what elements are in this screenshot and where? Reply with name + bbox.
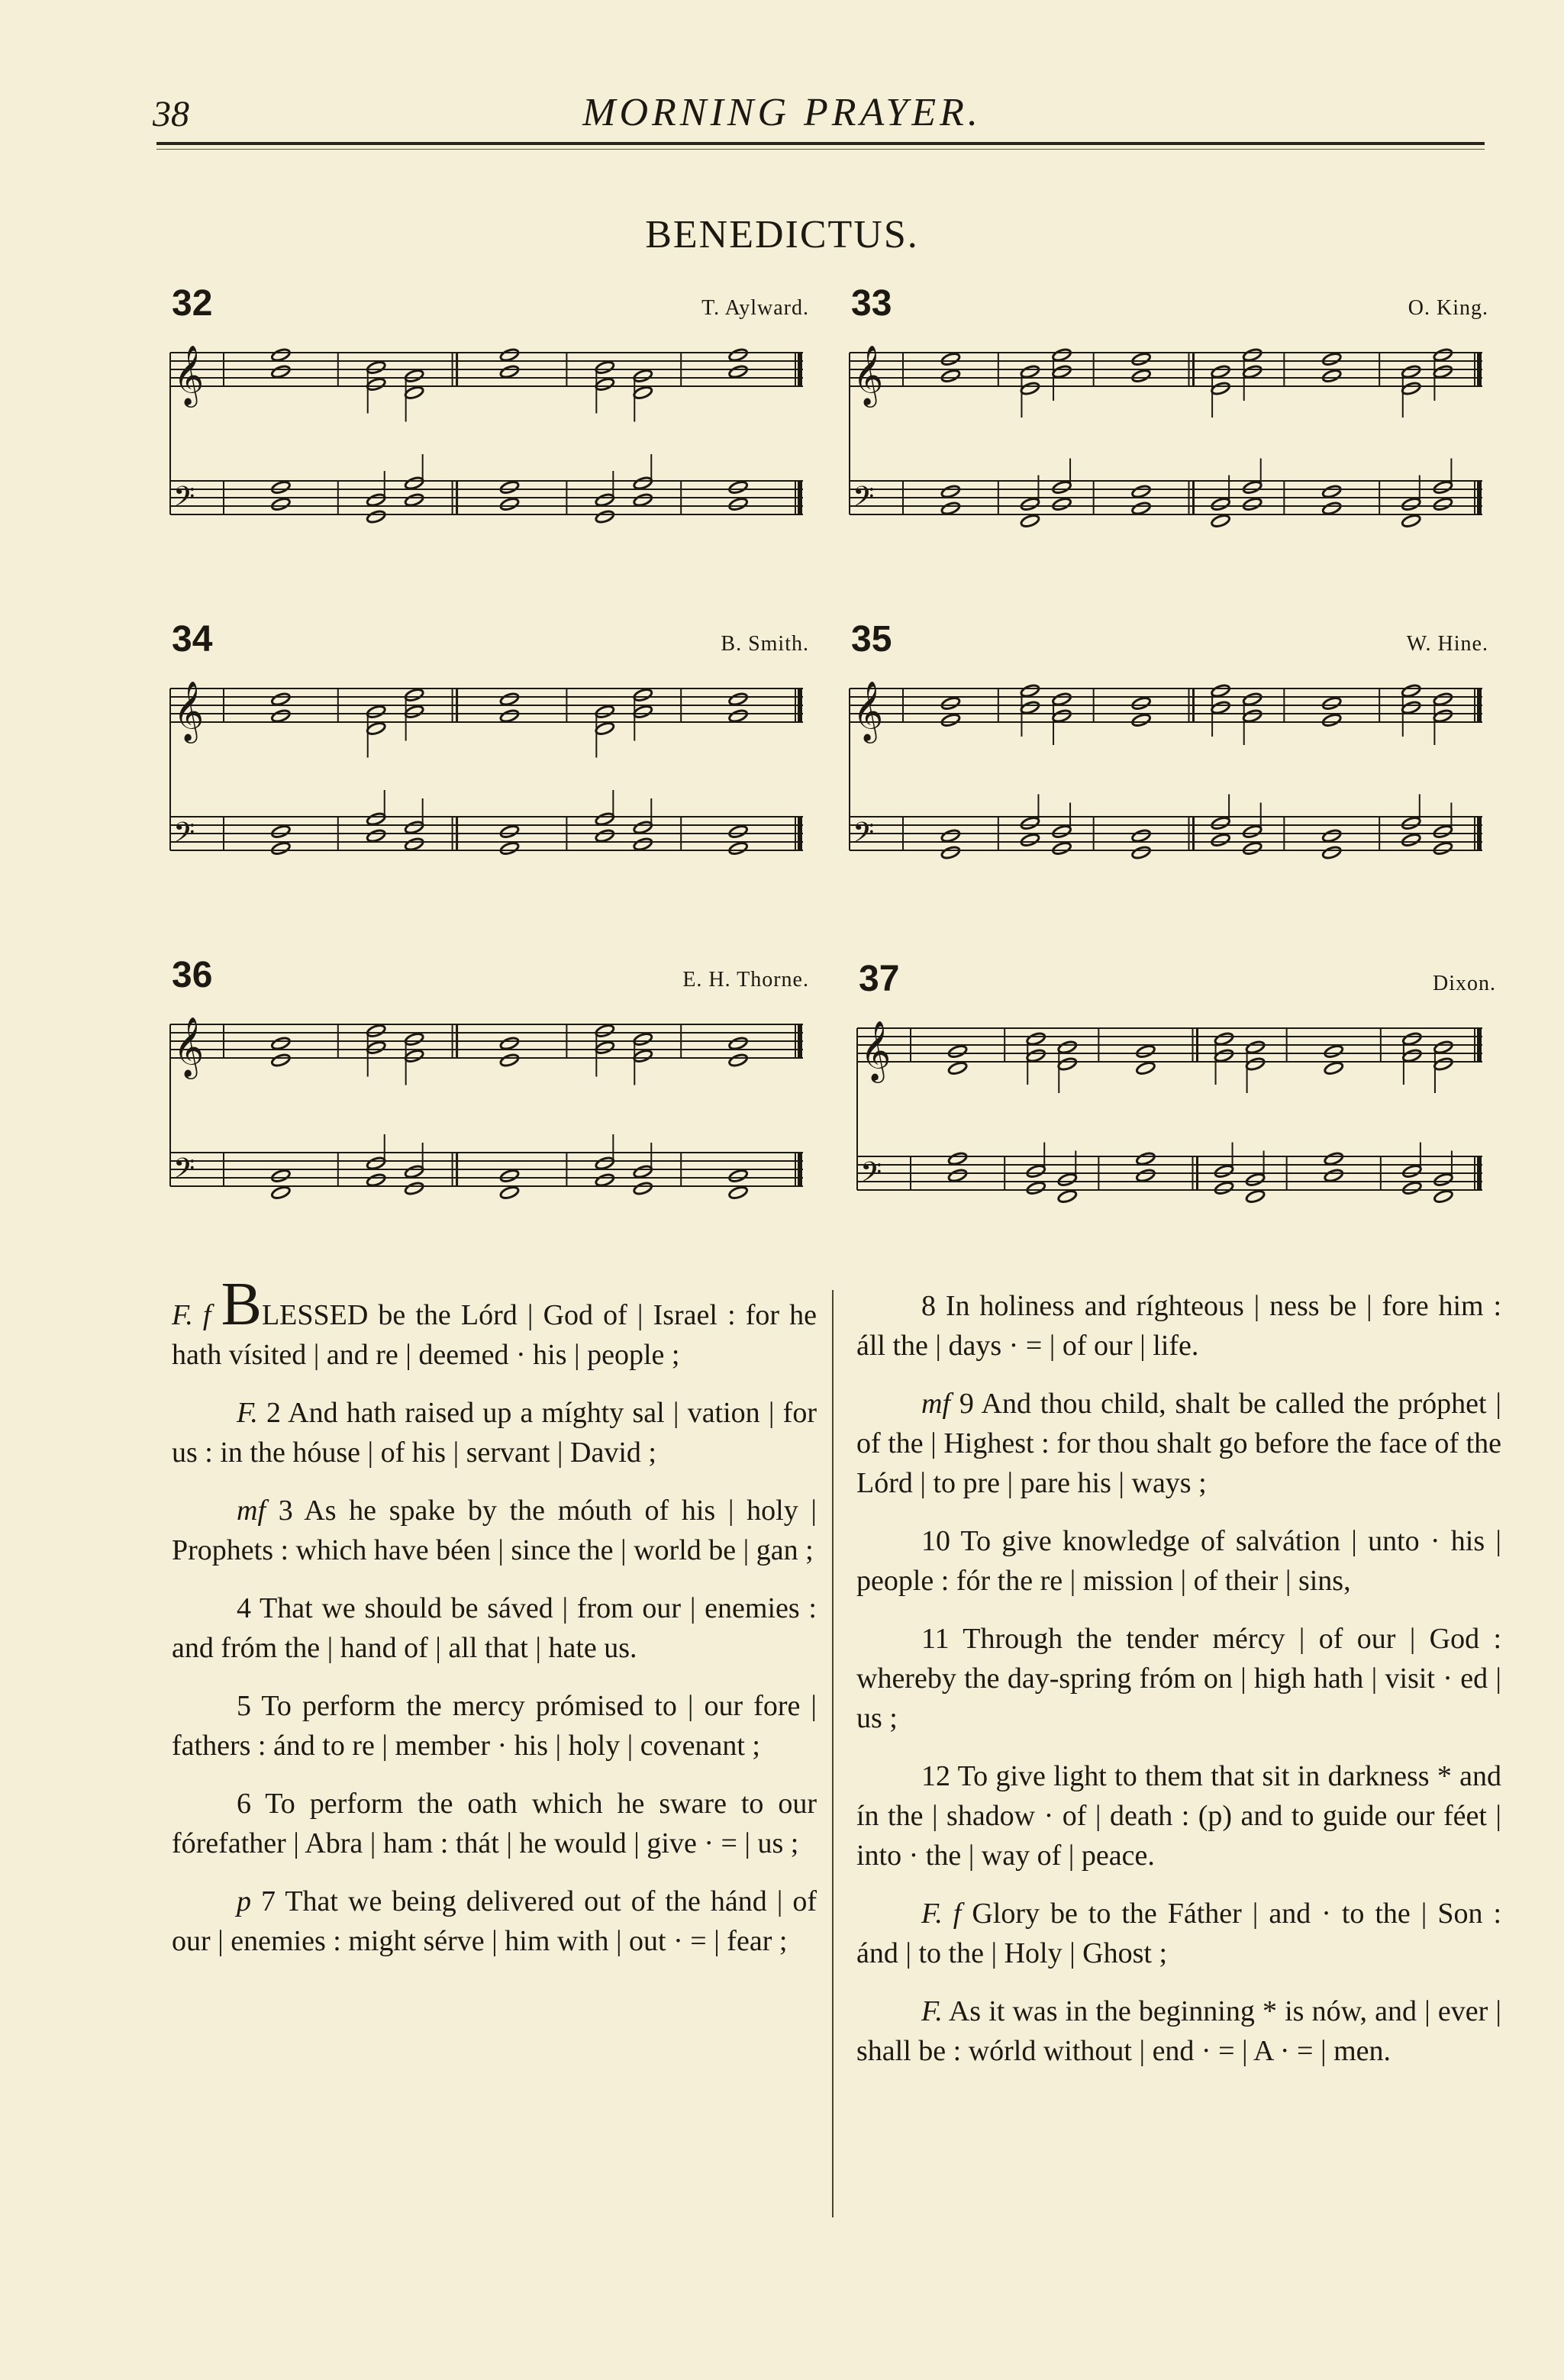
chant-37 bbox=[851, 958, 1496, 1256]
svg-text:𝄢: 𝄢 bbox=[173, 1153, 195, 1192]
chant-composer: E. H. Thorne. bbox=[682, 968, 809, 992]
chant-32 bbox=[164, 282, 809, 580]
verse-text: 6 To perform the oath which he sware to our fórefather | Abra | ham : thát | he would | give · = | us ; bbox=[172, 1788, 817, 1859]
chant-34 bbox=[164, 618, 809, 916]
header-rule bbox=[156, 142, 1485, 145]
dynamic-mark: F. f bbox=[172, 1299, 211, 1331]
verse-text: 7 That we being delivered out of the hánd | of our | enemies : might sérve | him with | out · = | fear ; bbox=[172, 1885, 817, 1957]
chant-35 bbox=[843, 618, 1488, 916]
verse-paragraph bbox=[856, 1286, 1501, 1366]
verse-paragraph bbox=[856, 1991, 1501, 2071]
verse-paragraph bbox=[856, 1619, 1501, 1738]
verses-left-column bbox=[172, 1271, 817, 1979]
verse-paragraph bbox=[856, 1521, 1501, 1601]
chant-33 bbox=[843, 282, 1488, 580]
chant-composer: W. Hine. bbox=[1406, 632, 1488, 656]
running-title: MORNING PRAYER. bbox=[582, 91, 982, 134]
chant-music-score bbox=[164, 672, 809, 901]
verse-paragraph bbox=[856, 1894, 1501, 1973]
svg-text:𝄢: 𝄢 bbox=[853, 481, 875, 520]
verse-paragraph bbox=[172, 1784, 817, 1863]
chant-music-score bbox=[851, 1011, 1488, 1240]
chant-number: 32 bbox=[172, 283, 213, 324]
svg-text:𝄢: 𝄢 bbox=[853, 817, 875, 856]
verse-paragraph bbox=[172, 1271, 817, 1375]
verse-text: 2 And hath raised up a míghty sal | vation | for us : in the hóuse | of his | servant | David ; bbox=[172, 1397, 817, 1469]
chant-composer: T. Aylward. bbox=[701, 296, 809, 320]
column-divider bbox=[832, 1290, 834, 2217]
svg-text:𝄞: 𝄞 bbox=[860, 1021, 892, 1081]
svg-text:𝄢: 𝄢 bbox=[173, 481, 195, 520]
verse-text: 3 As he spake by the móuth of his | holy | Prophets : which have béen | since the | world be | gan ; bbox=[172, 1495, 817, 1566]
page-number: 38 bbox=[153, 94, 189, 134]
verse-text: 11 Through the tender mércy | of our | God : whereby the day-spring fróm on | high hath | visit · ed | us ; bbox=[856, 1623, 1501, 1734]
dynamic-mark: F. bbox=[237, 1397, 258, 1429]
dynamic-mark: mf bbox=[921, 1388, 950, 1420]
svg-text:𝄞: 𝄞 bbox=[853, 681, 884, 741]
chant-composer: O. King. bbox=[1408, 296, 1488, 320]
verse-paragraph bbox=[172, 1686, 817, 1766]
svg-text:𝄢: 𝄢 bbox=[173, 817, 195, 856]
svg-text:𝄞: 𝄞 bbox=[173, 681, 205, 741]
chant-number: 35 bbox=[851, 619, 892, 659]
chant-number: 37 bbox=[859, 959, 900, 999]
verse-paragraph bbox=[172, 1491, 817, 1570]
chant-music-score bbox=[843, 336, 1488, 565]
verse-paragraph bbox=[856, 1756, 1501, 1875]
chant-music-score bbox=[843, 672, 1488, 901]
verses-right-column bbox=[856, 1286, 1501, 2089]
verse-text: As it was in the beginning * is nów, and | ever | shall be : wórld without | end · = | A · = | men. bbox=[856, 1995, 1501, 2067]
verse-paragraph bbox=[172, 1393, 817, 1472]
verse-text: Glory be to the Fáther | and · to the | Son : ánd | to the | Holy | Ghost ; bbox=[856, 1898, 1502, 1969]
dynamic-mark: F. f bbox=[921, 1898, 962, 1930]
dynamic-mark: F. bbox=[921, 1995, 943, 2027]
drop-initial: B bbox=[221, 1271, 262, 1338]
svg-text:𝄞: 𝄞 bbox=[173, 345, 205, 405]
verse-paragraph bbox=[172, 1588, 817, 1668]
svg-text:𝄞: 𝄞 bbox=[173, 1017, 205, 1077]
dynamic-mark: p bbox=[237, 1885, 251, 1917]
header-rule-thin bbox=[156, 149, 1485, 150]
verse-text: LESSED be the Lórd | God of | Israel : for he hath vísited | and re | deemed · his | people ; bbox=[172, 1299, 817, 1371]
verse-text: 8 In holiness and ríghteous | ness be | fore him : áll the | days · = | of our | life. bbox=[856, 1290, 1501, 1362]
verse-paragraph bbox=[172, 1882, 817, 1961]
chant-number: 33 bbox=[851, 283, 892, 324]
chant-composer: Dixon. bbox=[1433, 972, 1496, 995]
chant-music-score bbox=[164, 1008, 809, 1237]
svg-text:𝄢: 𝄢 bbox=[860, 1156, 882, 1195]
chant-composer: B. Smith. bbox=[721, 632, 809, 656]
verse-text: 12 To give light to them that sit in darkness * and ín the | shadow · of | death : (p) and to guide our féet | into · the | way of | peace. bbox=[856, 1760, 1501, 1872]
chant-number: 34 bbox=[172, 619, 213, 659]
verse-text: 10 To give knowledge of salvátion | unto · his | people : fór the re | mission | of their | sins, bbox=[856, 1525, 1501, 1597]
verse-text: 5 To perform the mercy prómised to | our fore | fathers : ánd to re | member · his | holy | covenant ; bbox=[172, 1690, 817, 1762]
svg-text:𝄞: 𝄞 bbox=[853, 345, 884, 405]
dynamic-mark: mf bbox=[237, 1495, 266, 1527]
chant-number: 36 bbox=[172, 955, 213, 995]
chant-36 bbox=[164, 954, 809, 1252]
verse-text: 4 That we should be sáved | from our | enemies : and fróm the | hand of | all that | hate us. bbox=[172, 1592, 817, 1664]
verse-paragraph bbox=[856, 1384, 1501, 1503]
verse-text: 9 And thou child, shalt be called the próphet | of the | Highest : for thou shalt go before the face of the Lórd | to pre | pare his | ways ; bbox=[856, 1388, 1502, 1499]
chant-music-score bbox=[164, 336, 809, 565]
section-title: BENEDICTUS. bbox=[645, 213, 919, 256]
